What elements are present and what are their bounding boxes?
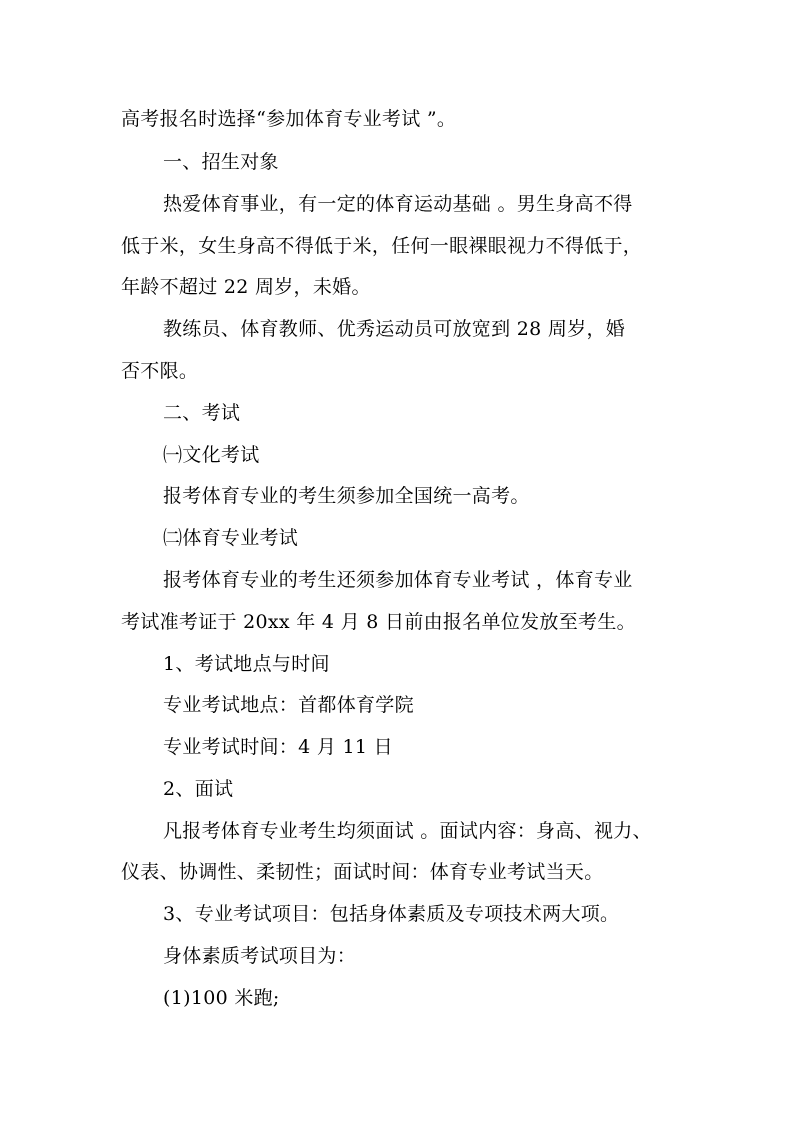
paragraph-line: 高考报名时选择“参加体育专业考试 ”。 xyxy=(121,108,457,130)
item-heading: 3、专业考试项目：包括身体素质及专项技术两大项。 xyxy=(163,903,620,925)
paragraph-line: 报考体育专业的考生还须参加体育专业考试 ，体育专业 xyxy=(163,569,633,591)
paragraph-line: 专业考试地点：首都体育学院 xyxy=(163,694,414,716)
paragraph-line: 专业考试时间：4 月 11 日 xyxy=(163,736,393,758)
paragraph-line: 考试准考证于 20xx 年 4 月 8 日前由报名单位发放至考生。 xyxy=(121,611,636,633)
paragraph-line: 年龄不超过 22 周岁，未婚。 xyxy=(121,276,371,298)
section-heading: 二、考试 xyxy=(163,402,241,424)
list-item: (1)100 米跑; xyxy=(163,987,280,1009)
subsection-heading: ㈡体育专业考试 xyxy=(163,527,299,549)
item-heading: 2、面试 xyxy=(163,778,234,800)
paragraph-line: 报考体育专业的考生须参加全国统一高考。 xyxy=(163,485,530,507)
paragraph-line: 教练员、体育教师、优秀运动员可放宽到 28 周岁，婚 xyxy=(163,318,626,340)
paragraph-line: 凡报考体育专业考生均须面试 。面试内容：身高、视力、 xyxy=(163,820,652,842)
paragraph-line: 热爱体育事业，有一定的体育运动基础 。男生身高不得 xyxy=(163,193,633,215)
item-heading: 1、考试地点与时间 xyxy=(163,653,330,675)
paragraph-line: 否不限。 xyxy=(121,360,199,382)
paragraph-line: 身体素质考试项目为： xyxy=(163,945,357,967)
paragraph-line: 低于米，女生身高不得低于米，任何一眼裸眼视力不得低于， xyxy=(121,235,643,257)
section-heading: 一、招生对象 xyxy=(163,151,279,173)
subsection-heading: ㈠文化考试 xyxy=(163,444,260,466)
paragraph-line: 仪表、协调性、柔韧性；面试时间：体育专业考试当天。 xyxy=(121,861,604,883)
